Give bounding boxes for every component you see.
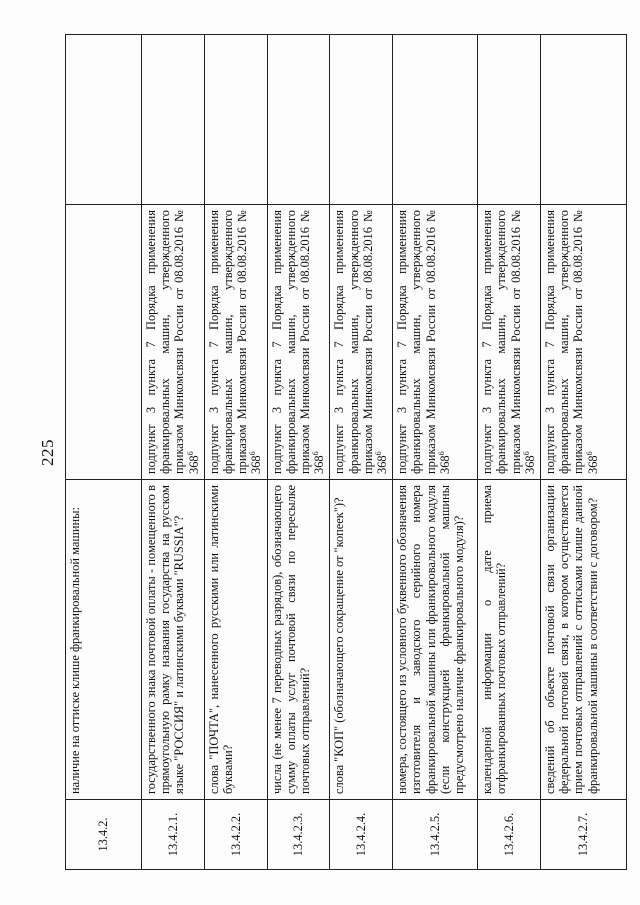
answer-cell [66,35,142,205]
question-text: календарной информации о дате приема отфранкированных почтовых отправлений? [478,480,541,800]
reference-text: подпункт 3 пункта 7 Порядка применения франкировальных машин, утвержденного приказом Минкомсвязи России от 08.08.2016 № 368 [332,210,390,474]
item-number: 13.4.2. [66,800,142,870]
footnote-mark: 6 [521,451,531,456]
reference-cell [267,205,330,480]
reference-cell [393,205,478,480]
answer-cell [142,35,205,205]
answer-cell [267,35,330,205]
item-number: 13.4.2.3. [267,800,330,870]
question-text: государственного знака почтовой оплаты - помещенного в прямоугольную рамку названия государства на русском языке "РОССИЯ" и латинскими буквами "RUSSIA"? [142,480,205,800]
table-row [330,35,393,870]
item-number: 13.4.2.6. [478,800,541,870]
reference-text: подпункт 3 пункта 7 Порядка применения франкировальных машин, утвержденного приказом Минкомсвязи России от 08.08.2016 № 368 [543,210,600,474]
table-row [142,35,205,870]
question-text: слова "ПОЧТА", нанесенного русскими или латинскими буквами? [204,480,267,800]
table-row [393,35,478,870]
answer-cell [541,35,627,205]
item-number: 13.4.2.2. [204,800,267,870]
item-number: 13.4.2.1. [142,800,205,870]
footnote-mark: 6 [436,451,446,456]
footnote-mark: 6 [248,451,258,456]
reference-cell [66,205,142,480]
question-text: номера, состоящего из условного буквенного обозначения изготовителя и заводского серийного номера франкировальной машины или франкировального модуля (если конструкцией франкировальной машины предусмотрено наличие франкировального модуля)? [393,480,478,800]
answer-cell [204,35,267,205]
reference-cell [478,205,541,480]
reference-cell [330,205,393,480]
question-text: числа (не менее 7 переводных разрядов), обозначающего сумму оплаты услуг почтовой связи по пересылке почтовых отправлений? [267,480,330,800]
question-text: сведений об объекте почтовой связи организации федеральной почтовой связи, в котором осуществляется прием почтовых отправлений с оттисками клише данной франкировальной машины в соответствии с договором? [541,480,627,800]
item-number: 13.4.2.4. [330,800,393,870]
reference-cell [204,205,267,480]
page-number: 225 [38,439,57,466]
table-row [478,35,541,870]
footnote-mark: 6 [311,451,321,456]
reference-text: подпункт 3 пункта 7 Порядка применения франкировальных машин, утвержденного приказом Минкомсвязи России от 08.08.2016 № 368 [480,210,537,474]
footnote-mark: 6 [185,451,195,456]
answer-cell [393,35,478,205]
table-row [204,35,267,870]
item-number: 13.4.2.7. [541,800,627,870]
table-row [541,35,627,870]
footnote-mark: 6 [373,451,383,456]
table-row [66,35,142,870]
answer-cell [478,35,541,205]
reference-text: подпункт 3 пункта 7 Порядка применения франкировальных машин, утвержденного приказом Минкомсвязи России от 08.08.2016 № 368 [395,210,452,474]
reference-cell [541,205,627,480]
question-text: слова "КОП" (обозначающего сокращение от "копеек")? [330,480,393,800]
answer-cell [330,35,393,205]
question-text: наличие на оттиске клише франкировальной машины: [66,480,142,800]
item-number: 13.4.2.5. [393,800,478,870]
footnote-mark: 6 [584,451,594,456]
reference-cell [142,205,205,480]
table-row [267,35,330,870]
reference-text: подпункт 3 пункта 7 Порядка применения франкировальных машин, утвержденного приказом Минкомсвязи России от 08.08.2016 № 368 [269,210,327,474]
checklist-table [65,34,627,870]
reference-text: подпункт 3 пункта 7 Порядка применения франкировальных машин, утвержденного приказом Минкомсвязи России от 08.08.2016 № 368 [206,210,264,474]
reference-text: подпункт 3 пункта 7 Порядка применения франкировальных машин, утвержденного приказом Минкомсвязи России от 08.08.2016 № 368 [144,210,201,474]
